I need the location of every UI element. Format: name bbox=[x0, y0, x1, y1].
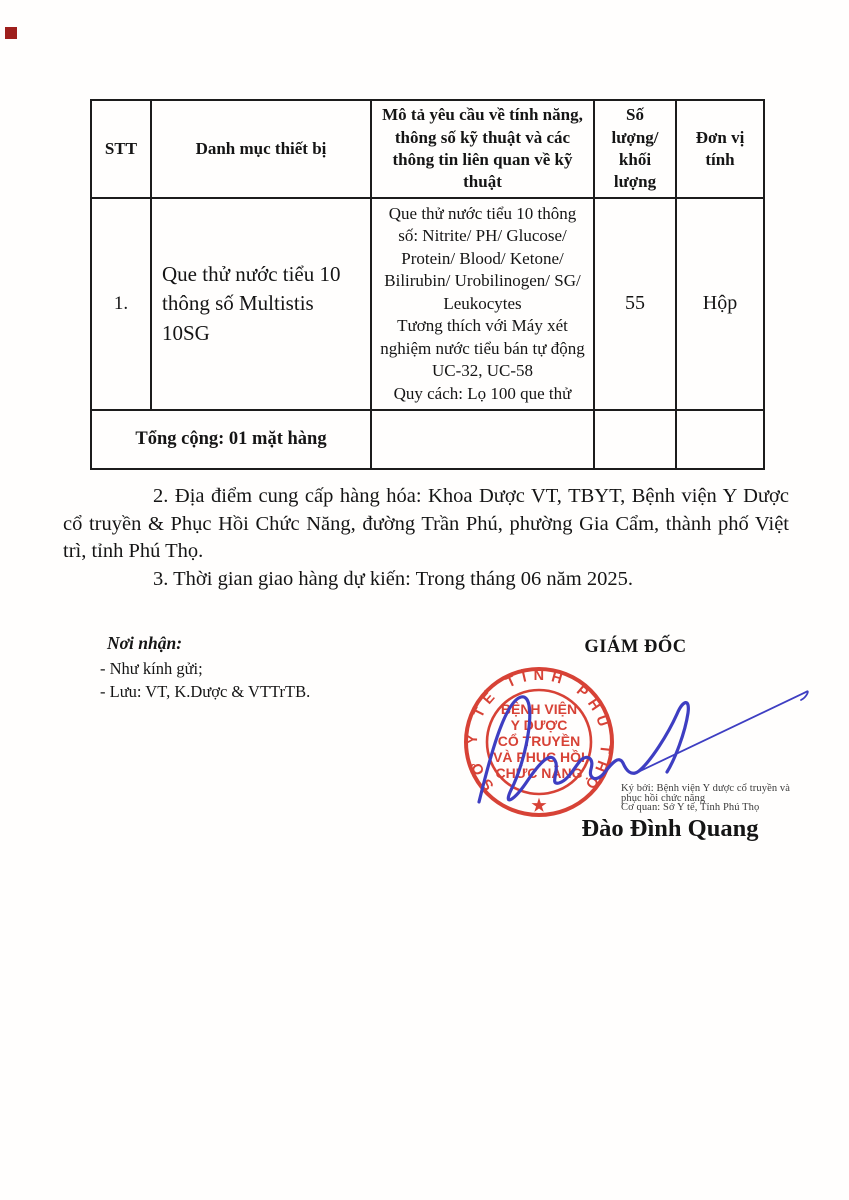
stamp-center-line: BỆNH VIỆN bbox=[500, 701, 578, 717]
equipment-table bbox=[90, 99, 765, 470]
stamp-center-line: Y DƯỢC bbox=[510, 717, 568, 733]
stamp-ring-text: SỞ Y TẾ TỈNH PHÚ THỌ bbox=[464, 668, 614, 794]
header-quantity: Số lượng/ khối lượng bbox=[594, 100, 676, 198]
header-unit: Đơn vị tính bbox=[676, 100, 764, 198]
spec-parameters: Que thử nước tiểu 10 thông số: Nitrite/ PH/ Glucose/ Protein/ Blood/ Ketone/ Bilirubin/ Urobilinogen/ SG/ Leukocytes bbox=[384, 204, 581, 313]
total-spec-empty bbox=[371, 410, 594, 469]
digital-signature-line: phục hồi chức năng bbox=[621, 792, 706, 804]
row-stt: 1. bbox=[91, 198, 151, 410]
paragraph-delivery-time: 3. Thời gian giao hàng dự kiến: Trong tháng 06 năm 2025. bbox=[153, 567, 633, 590]
total-qty-empty bbox=[594, 410, 676, 469]
header-stt: STT bbox=[91, 100, 151, 198]
signer-title: GIÁM ĐỐC bbox=[584, 637, 687, 657]
paragraph-delivery-location: 2. Địa điểm cung cấp hàng hóa: Khoa Dược VT, TBYT, Bệnh viện Y Dược cổ truyền & Phục Hồi Chức Năng, đường Trần Phú, phường Gia Cẩm, thành phố Việt trì, tỉnh Phú Thọ. bbox=[63, 485, 789, 562]
table-row bbox=[91, 198, 764, 410]
stamp-star-icon: ★ bbox=[531, 796, 547, 815]
signer-name: Đào Đình Quang bbox=[581, 815, 759, 842]
recipient-item: - Như kính gửi; bbox=[100, 659, 203, 678]
stamp-center-line: CỔ TRUYỀN bbox=[497, 733, 581, 749]
stamp-center-line: VÀ PHỤC HỒI bbox=[493, 749, 585, 765]
header-name: Danh mục thiết bị bbox=[151, 100, 371, 198]
recipient-item: - Lưu: VT, K.Dược & VTTrTB. bbox=[100, 682, 311, 701]
signature-flourish bbox=[636, 691, 808, 773]
spec-compatibility: Tương thích với Máy xét nghiệm nước tiểu bán tự động UC-32, UC-58 bbox=[380, 316, 585, 381]
row-item-name: Que thử nước tiểu 10 thông số Multistis 10SG bbox=[151, 198, 371, 410]
stamp-center-line: CHỨC NĂNG bbox=[495, 765, 583, 781]
digital-signature-line: Ký bởi: Bệnh viện Y dược cổ truyền và bbox=[621, 783, 791, 794]
table-total-row bbox=[91, 410, 764, 469]
scan-corner-mark bbox=[5, 27, 17, 39]
recipients-block bbox=[100, 632, 310, 703]
header-spec: Mô tả yêu cầu về tính năng, thông số kỹ thuật và các thông tin liên quan về kỹ thuật bbox=[371, 100, 594, 198]
row-quantity: 55 bbox=[594, 198, 676, 410]
digital-signature-info bbox=[621, 784, 790, 813]
row-spec bbox=[371, 198, 594, 410]
row-unit: Hộp bbox=[676, 198, 764, 410]
spec-packaging: Quy cách: Lọ 100 que thử bbox=[393, 383, 572, 403]
total-label: Tổng cộng: 01 mặt hàng bbox=[91, 410, 371, 469]
digital-signature-line: Cơ quan: Sở Y tế, Tỉnh Phú Thọ bbox=[621, 802, 760, 814]
body-paragraphs bbox=[63, 483, 789, 593]
recipients-title: Nơi nhận: bbox=[107, 633, 183, 653]
table-header-row bbox=[91, 100, 764, 198]
total-unit-empty bbox=[676, 410, 764, 469]
